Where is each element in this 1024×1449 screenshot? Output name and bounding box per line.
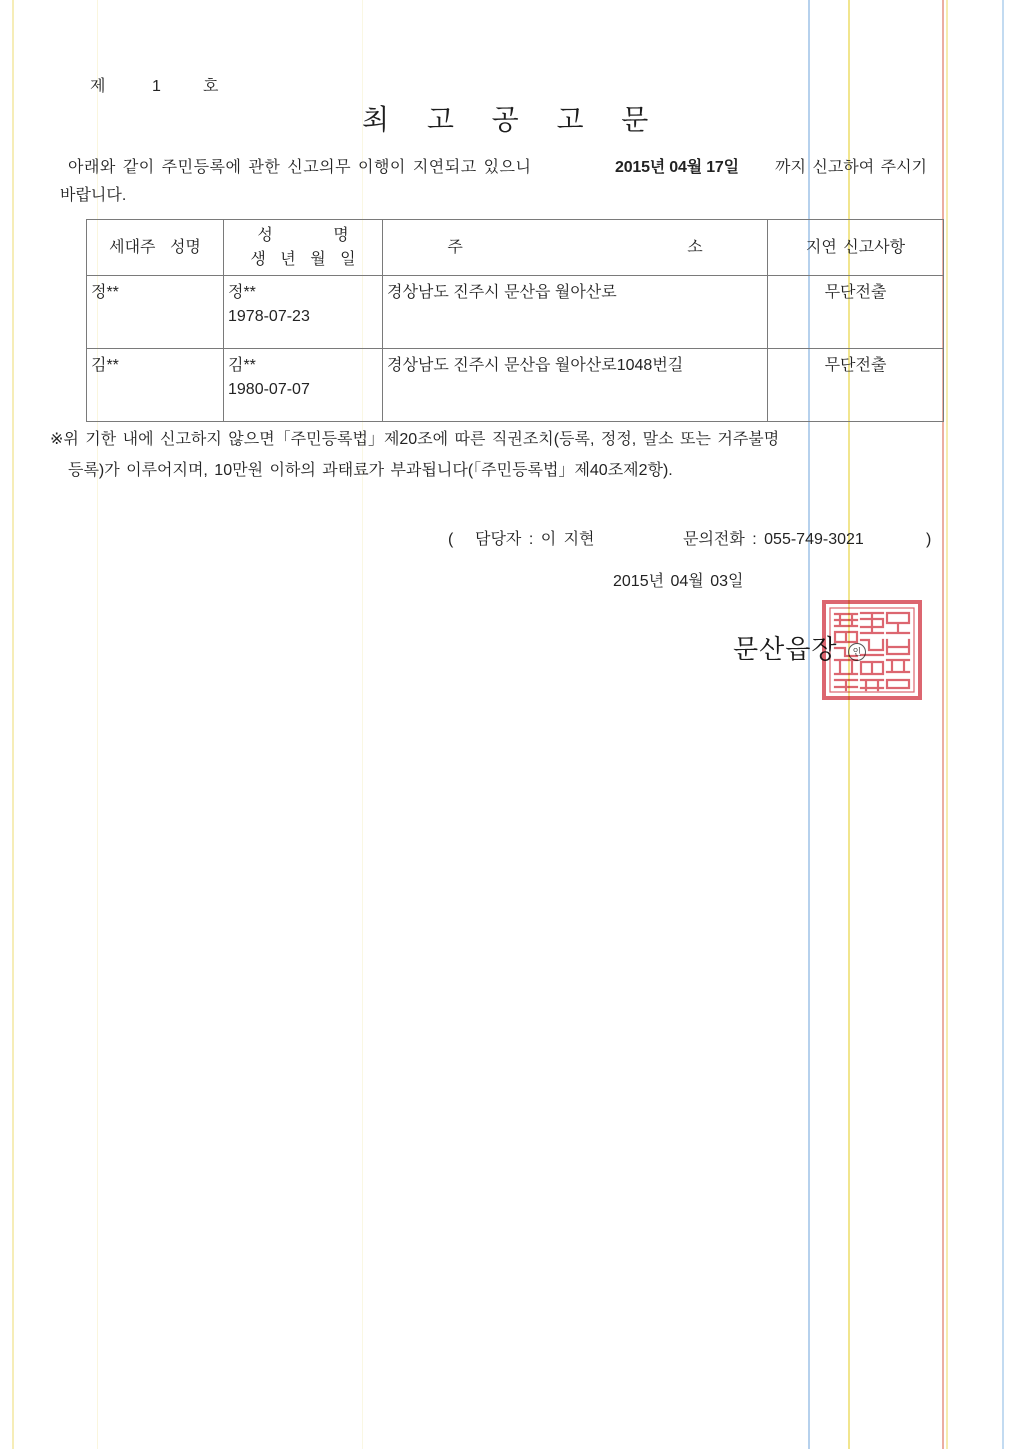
document-number-prefix: 제 [90, 78, 106, 95]
page-title: 최 고 공 고 문 [362, 104, 649, 135]
penalty-notice-line-1: ※위 기한 내에 신고하지 않으면「주민등록법」제20조에 따른 직권조치(등록, 정정, 말소 또는 거주불명 [50, 431, 780, 448]
document-number-suffix: 호 [203, 78, 219, 95]
header-delayed-report-item: 지연 신고사항 [768, 220, 944, 276]
header-householder-name: 세대주 성명 [87, 220, 224, 276]
delinquent-residents-table [86, 219, 944, 422]
cell-birth-date: 1978-07-23 [228, 308, 310, 325]
cell-address: 경상남도 진주시 문산읍 월아산로 [383, 276, 768, 349]
table-row [87, 276, 944, 349]
contact-open-paren: ( [448, 531, 454, 548]
cell-name-birth [224, 349, 383, 422]
header-name: 성 명 [257, 226, 349, 244]
intro-text-closing: 바랍니다. [60, 187, 127, 204]
scan-streak-line [362, 0, 363, 1449]
seal-stamp-graphic [822, 600, 922, 700]
issue-date: 2015년 04월 03일 [613, 573, 744, 590]
cell-householder-name: 정** [87, 276, 224, 349]
intro-text-after-deadline: 까지 신고하여 주시기 [775, 159, 927, 176]
intro-deadline-date: 2015년 04월 17일 [615, 159, 739, 176]
signatory-title: 문산읍장 [733, 634, 838, 664]
contact-person: 담당자 : 이 지현 [475, 531, 595, 548]
seal-placeholder-mark: 인 [848, 643, 866, 661]
contact-close-paren: ) [926, 531, 932, 548]
document-number-value: 1 [152, 78, 161, 95]
cell-address: 경상남도 진주시 문산읍 월아산로1048번길 [383, 349, 768, 422]
scan-streak-line [12, 0, 14, 1449]
scan-streak-line [1002, 0, 1004, 1449]
cell-delayed-report-item: 무단전출 [768, 276, 944, 349]
scan-streak-line [942, 0, 944, 1449]
scan-streak-line [848, 0, 850, 1449]
cell-delayed-report-item: 무단전출 [768, 349, 944, 422]
scan-streak-line [946, 0, 948, 1449]
header-name-birth [224, 220, 383, 276]
intro-text-before-deadline: 아래와 같이 주민등록에 관한 신고의무 이행이 지연되고 있으니 [68, 159, 532, 176]
cell-birth-date: 1980-07-07 [228, 381, 310, 398]
scan-streak-line [808, 0, 810, 1449]
official-seal-stamp [822, 600, 922, 700]
header-address: 주 소 [383, 220, 768, 276]
table-header-row [87, 220, 944, 276]
table-row [87, 349, 944, 422]
penalty-notice-line-2: 등록)가 이루어지며, 10만원 이하의 과태료가 부과됩니다(「주민등록법」제40조제2항). [68, 462, 673, 479]
cell-name: 김** [228, 357, 256, 374]
header-birth-date: 생 년 월 일 [250, 250, 356, 268]
cell-householder-name: 김** [87, 349, 224, 422]
cell-name: 정** [228, 284, 256, 301]
contact-phone: 문의전화 : 055-749-3021 [683, 531, 864, 548]
scan-streak-line [97, 0, 98, 1449]
seal-script-glyphs [835, 613, 909, 690]
cell-name-birth [224, 276, 383, 349]
